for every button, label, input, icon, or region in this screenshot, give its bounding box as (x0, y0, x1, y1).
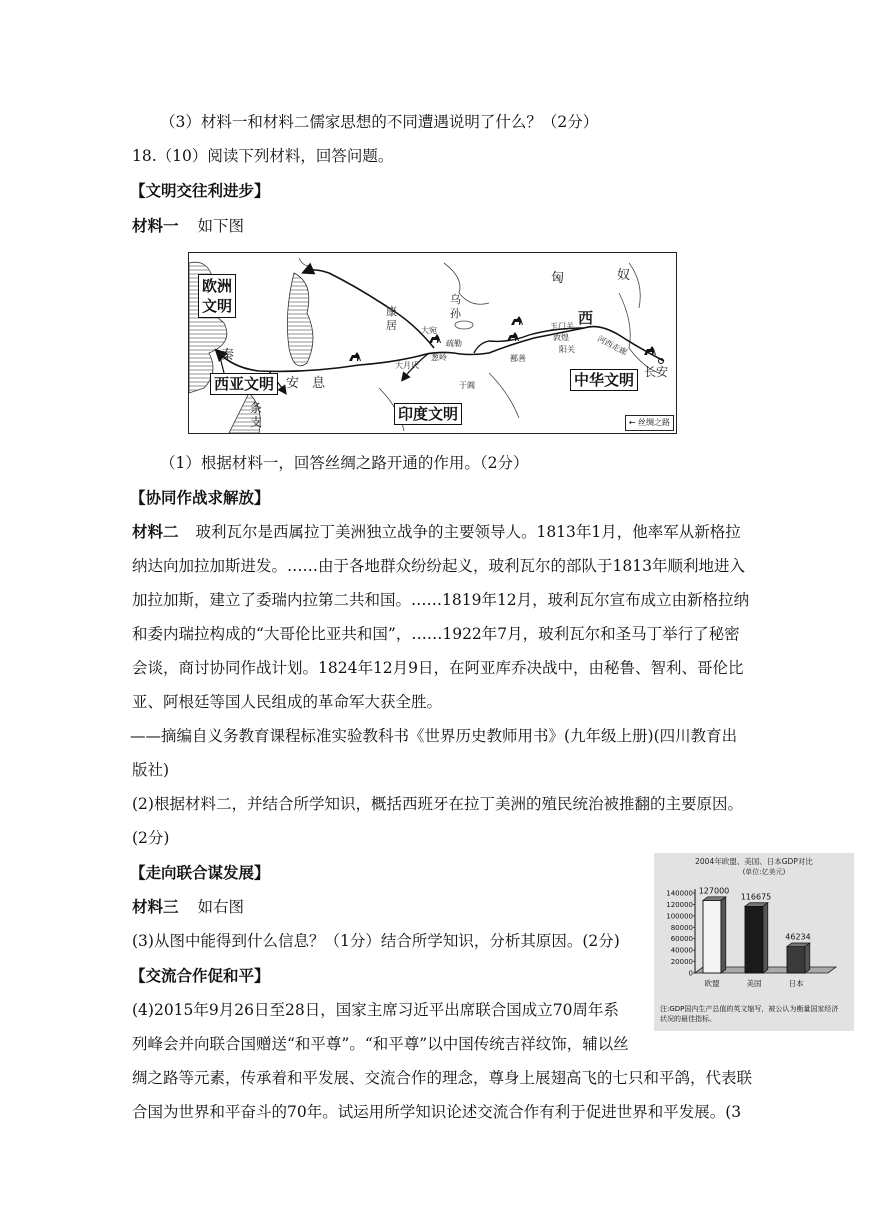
chart-bar (703, 900, 721, 973)
material-3-label: 材料三 (132, 897, 179, 916)
material-1-label: 材料一 (132, 216, 179, 235)
chart-category-label: 日本 (788, 979, 804, 988)
label-hexi-corridor: 河西走廊 (595, 334, 629, 358)
material-2-line-2: 纳达向加拉加斯进发。……由于各地群众纷纷起义，玻利瓦尔的部队于1813年顺利地进入 (132, 557, 745, 575)
chart-y-tick-label: 40000 (670, 946, 693, 955)
q18-2-text-1: (2)根据材料二，并结合所学知识，概括西班牙在拉丁美洲的殖民统治被推翻的主要原因。 (132, 795, 743, 813)
route-main (219, 327, 664, 372)
chart-data-label: 127000 (698, 886, 730, 896)
label-india-civilization: 印度文明 (394, 403, 462, 425)
label-yumenguan: 玉门关 (550, 322, 574, 331)
gdp-chart-svg (654, 853, 854, 1031)
label-west-asia-civilization: 西亚文明 (210, 373, 278, 395)
label-europe-civilization: 欧洲 文明 (198, 274, 236, 318)
label-dunhuang: 敦煌 (553, 333, 569, 342)
label-wusun: 乌 孙 (450, 293, 461, 320)
section-title-peace: 【交流合作促和平】 (130, 966, 270, 985)
material-2-label: 材料二 (132, 522, 179, 541)
chart-category-label: 美国 (746, 979, 762, 988)
material-3-row (132, 897, 244, 917)
material-2-line-6: 亚、阿根廷等国人民组成的革命军大获全胜。 (132, 693, 443, 711)
label-kangju (386, 305, 397, 333)
material-2-line-5: 会谈，商讨协同作战计划。1824年12月9日，在阿亚库乔决战中，由秘鲁、智利、哥伦比 (132, 659, 744, 677)
material-1-row (132, 216, 244, 236)
q18-4-line-2: 列峰会并向联合国赠送“和平尊”。“和平尊”以中国传统吉祥纹饰，辅以丝 (132, 1035, 629, 1053)
label-qin: 秦 (221, 348, 235, 363)
label-anxi: 安 息 (286, 376, 326, 391)
q18-1-text: （1）根据材料一，回答丝绸之路开通的作用。（2分） (160, 454, 529, 472)
chart-y-tick-label: 100000 (666, 912, 693, 921)
material-2-line-1 (132, 522, 741, 542)
material-2-text-1: 玻利瓦尔是西属拉丁美洲独立战争的主要领导人。1813年1月，他率军从新格拉 (195, 523, 741, 541)
silk-road-map (188, 252, 677, 434)
chart-bar (745, 906, 763, 973)
map-legend: ← 丝绸之路 (625, 415, 674, 431)
label-china-civilization: 中华文明 (570, 369, 638, 391)
chart-bar-side (721, 897, 726, 973)
section-title-civilization: 【文明交往利进步】 (130, 181, 270, 200)
label-congling: 葱岭 (431, 353, 447, 362)
label-kangju-text: 康 居 (386, 305, 397, 332)
material-1-text: 如下图 (197, 217, 244, 235)
label-shanshan: 鄯善 (510, 354, 526, 363)
q18-2-text-2: (2分) (132, 829, 170, 847)
chart-bar-side (763, 903, 768, 973)
chart-bar-side (805, 943, 810, 973)
chart-bar (787, 947, 805, 973)
label-xiongnu-2: 奴 (617, 268, 631, 283)
q18-4-line-1: (4)2015年9月26日至28日，国家主席习近平出席联合国成立70周年系 (132, 1001, 619, 1019)
label-tiaozhi: 条 支 (250, 401, 263, 429)
chart-category-label: 欧盟 (704, 979, 720, 988)
chart-title: 2004年欧盟、美国、日本GDP对比 (695, 857, 813, 866)
material-2-source-1: ——摘编自义务教育课程标准实验教科书《世界历史教师用书》(九年级上册)(四川教育出 (130, 727, 738, 745)
gdp-chart (654, 853, 854, 1031)
label-shule: 疏勒 (446, 339, 462, 348)
chart-data-label: 46234 (785, 932, 811, 942)
chart-y-tick-label: 0 (688, 969, 693, 978)
chart-y-tick-label: 120000 (666, 900, 693, 909)
label-xi: 西 (578, 309, 594, 327)
material-3-text: 如右图 (197, 898, 244, 916)
q17-3-text: （3）材料一和材料二儒家思想的不同遭遇说明了什么？（2分） (160, 113, 599, 131)
chart-y-tick-label: 140000 (666, 889, 693, 898)
chart-y-tick-label: 60000 (670, 935, 693, 944)
chart-note-line-2: 状况的最佳指标。 (660, 1015, 716, 1023)
label-dayuezhi: 大月氏 (395, 361, 419, 370)
chart-y-tick-label: 80000 (670, 923, 693, 932)
q18-4-line-3: 绸之路等元素，传承着和平发展、交流合作的理念，尊身上展翅高飞的七只和平鸽，代表联 (132, 1069, 753, 1087)
material-2-line-3: 加拉加斯，建立了委瑞内拉第二共和国。……1819年12月，玻利瓦尔宣布成立由新格拉纳 (132, 591, 750, 609)
q18-4-line-4: 合国为世界和平奋斗的70年。试运用所学知识论述交流合作有利于促进世界和平发展。(3 (132, 1103, 742, 1121)
section-title-union: 【走向联合谋发展】 (130, 863, 270, 882)
section-title-cooperation: 【协同作战求解放】 (130, 488, 270, 507)
q18-3-text: (3)从图中能得到什么信息？（1分）结合所学知识，分析其原因。(2分) (132, 932, 620, 950)
label-yutian: 于阗 (459, 381, 475, 390)
chart-note-line-1: 注:GDP国内生产总值的英文缩写，被公认为衡量国家经济 (660, 1005, 839, 1013)
material-2-line-4: 和委内瑞拉构成的“大哥伦比亚共和国”，……1922年7月，玻利瓦尔和圣马丁举行了秘密 (132, 625, 740, 643)
label-dayuan: 大宛 (421, 326, 437, 335)
material-2-source-2: 版社) (132, 761, 170, 779)
chart-data-label: 116675 (740, 892, 772, 902)
route-north (307, 270, 434, 348)
sea-caspian (287, 273, 313, 366)
label-xiongnu-1: 匈 (551, 271, 565, 286)
label-changan: 长安 (644, 365, 669, 379)
chart-y-tick-label: 20000 (670, 958, 693, 967)
q18-heading: 18.（10）阅读下列材料，回答问题。 (132, 147, 394, 165)
label-yangguan: 阳关 (559, 345, 575, 354)
chart-subtitle: (单位:亿美元) (742, 868, 786, 876)
